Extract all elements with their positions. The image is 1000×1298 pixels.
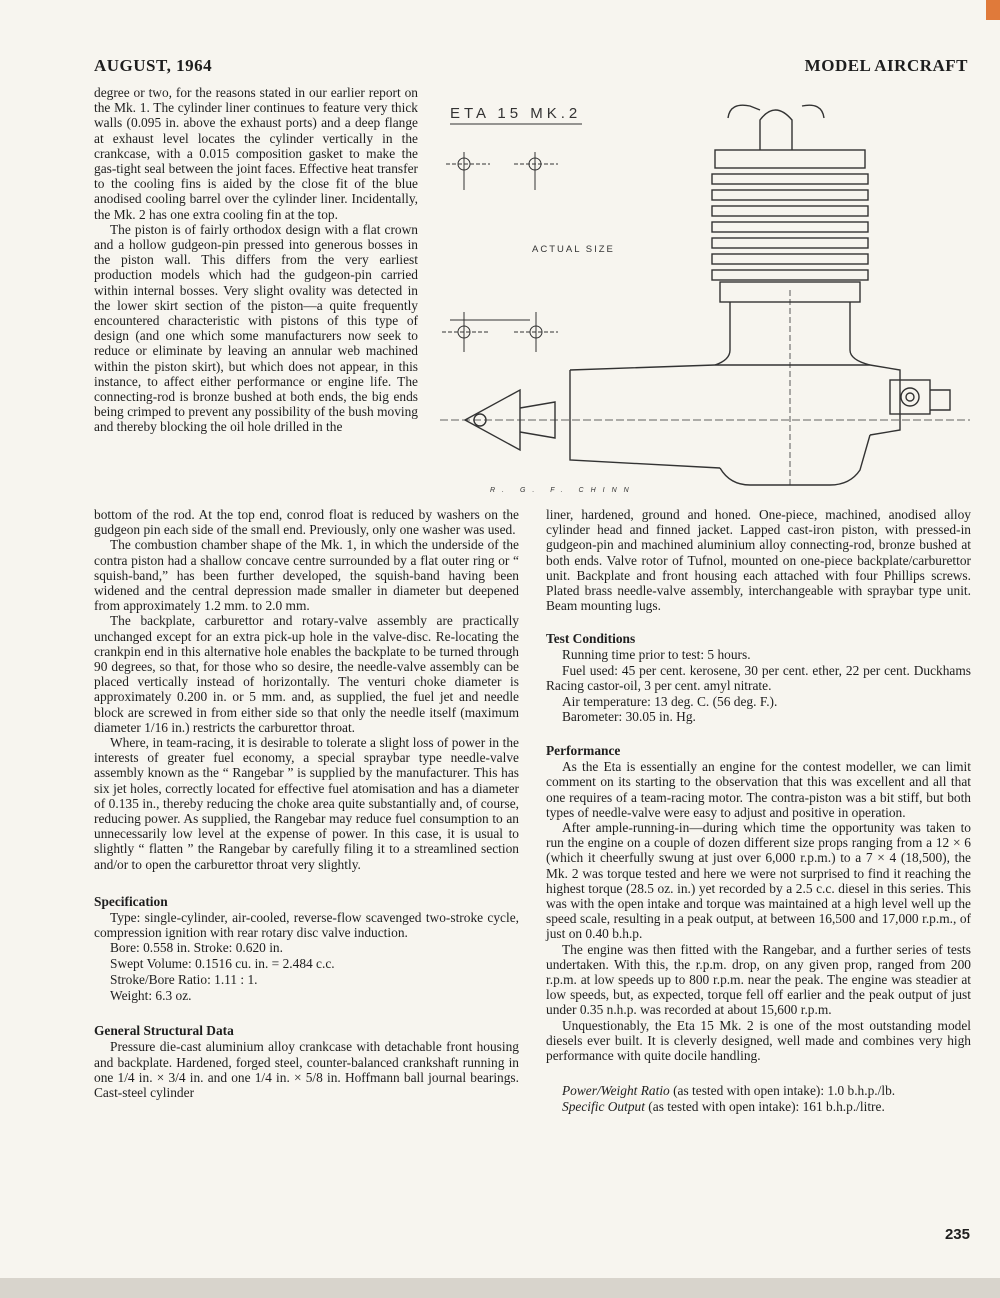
spec-weight: Weight: 6.3 oz.	[110, 987, 192, 1003]
test-conditions-heading: Test Conditions	[546, 631, 636, 647]
left-column-top	[94, 85, 418, 435]
performance-paragraph: After ample-running-in—during which time the opportunity was taken to run the engine on a couple of dozen different size props ranging from a 12 × 6 (which it cheerfully swung at just over 6,000 r.p.m.) to a 7 × 4 (18,500), the Mk. 2 was torque tested and here we were not surprised to find it reaching the highest torque (28.5 oz. in.) yet recorded by a 2.5 c.c. diesel in this series. This was with the open intake and torque was maintained at a high level well up the speed scale, resulting in a peak output, at between 16,500 and 17,000 r.p.m., of just on 0.40 b.h.p.	[546, 820, 971, 942]
spec-type: Type: single-cylinder, air-cooled, reverse-flow scavenged two-stroke cycle, compression ignition with rear rotary disc valve induction.	[94, 909, 519, 941]
issue-date: AUGUST, 1964	[94, 56, 213, 75]
scan-bottom-edge	[0, 1278, 1000, 1298]
right-column	[546, 507, 971, 1115]
performance-paragraph: As the Eta is essentially an engine for the contest modeller, we can limit comment on its starting to the observation that this was excellent and all that one requires of a team-racing motor. The contra-piston was a bit stiff, but both types of needle-valve were easy to adjust and positive in operation.	[546, 759, 971, 820]
drawing-credit: R. G. F. CHINN	[490, 487, 636, 494]
structural-heading: General Structural Data	[94, 1023, 234, 1039]
power-weight-label: Power/Weight Ratio	[562, 1083, 670, 1099]
paragraph-liner: degree or two, for the reasons stated in our earlier report on the Mk. 1. The cylinder liner continues to feature very thick walls (0.095 in. above the exhaust ports) and a deep flange at exhaust level locates the cylinder vertically in the crankcase, with a 0.015 composition gasket to make the gas-tight seal between the joint faces. Effective heat transfer to the cooling fins is aided by the close fit of the blue anodised cooling barrel over the cylinder liner. Incidentally, the Mk. 2 has one extra cooling fin at the top.	[94, 85, 418, 222]
performance-paragraph: Unquestionably, the Eta 15 Mk. 2 is one of the most outstanding model diesels ever built. It is cleverly designed, well made and combines very high performance with quite docile handling.	[546, 1017, 971, 1064]
spec-bore-stroke: Bore: 0.558 in. Stroke: 0.620 in.	[110, 940, 283, 956]
structural-text-right: liner, hardened, ground and honed. One-piece, machined, anodised alloy cylinder head and finned jacket. Lapped cast-iron piston, with pressed-in gudgeon-pin and machined aluminium alloy connecting-rod, bronze bushed at both ends. Valve rotor of Tufnol, mounted on one-piece backplate/carburettor unit. Backplate and front housing each attached with four Phillips screws. Plated brass needle-valve assembly, interchangeable with spraybar type unit. Beam mounting lugs.	[546, 507, 971, 614]
test-air-temperature: Air temperature: 13 deg. C. (56 deg. F.).	[562, 693, 778, 709]
paragraph-piston: The piston is of fairly orthodox design with a flat crown and a hollow gudgeon-pin pressed into generous bosses in the piston wall. This differs from the very earliest production models which had the gudgeon-pin carried within internal bosses. Very slight ovality was detected in the lower skirt section of the piston—a quite frequently encountered characteristic with pistons of this type of design (and one which some manufacturers now seek to reduce or eliminate by leaving an annular web machined within the piston skirt), but which does not appear, in this instance, to affect either performance or engine life. The connecting-rod is bronze bushed at both ends, the big ends being crimped to prevent any possibility of the bush moving and thereby blocking the oil hole drilled in the	[94, 221, 418, 435]
magazine-title: MODEL AIRCRAFT	[804, 56, 968, 75]
test-barometer: Barometer: 30.05 in. Hg.	[562, 709, 696, 725]
paragraph-backplate: The backplate, carburettor and rotary-valve assembly are practically unchanged except for an extra pick-up hole in the valve-disc. Re-locating the crankpin end in this alternative hole enables the backplate to be turned through 90 degrees, so that, for those who so desire, the needle-valve assembly can be placed vertically instead of horizontally. The venturi choke diameter is approximately 0.200 in. or 5 mm. and, as supplied, the fuel jet and needle block are screwed in from either side so that only the needle itself (maximum diameter 1/16 in.) restricts the carburettor throat.	[94, 613, 519, 735]
test-fuel: Fuel used: 45 per cent. kerosene, 30 per cent. ether, 22 per cent. Duckhams Racing castor-oil, 3 per cent. amyl nitrate.	[546, 663, 971, 694]
performance-heading: Performance	[546, 743, 621, 759]
power-weight-ratio	[562, 1083, 971, 1099]
specific-output-value: (as tested with open intake): 161 b.h.p./litre.	[644, 1099, 885, 1115]
specific-output-label: Specific Output	[562, 1099, 645, 1115]
specification-heading: Specification	[94, 893, 168, 909]
paragraph-combustion: The combustion chamber shape of the Mk. 1, in which the underside of the contra piston had a shallow concave centre surrounded by a flat outer ring or “ squish-band,” has been further developed, the squish-band having been widened and the central depression made smaller in diameter but deepened from approximately 1.2 mm. to 2.0 mm.	[94, 537, 519, 614]
structural-text-left: Pressure die-cast aluminium alloy crankcase with detachable front housing and backplate. Hardened, forged steel, counter-balanced crankshaft running in one 1/4 in. × 3/4 in. and one 1/4 in. × 5/8 in. Hoffmann ball journal bearings. Cast-steel cylinder	[94, 1039, 519, 1101]
drawing-title: ETA 15 MK.2	[450, 105, 582, 122]
performance-paragraph: The engine was then fitted with the Rangebar, and a further series of tests undertaken. With this, the r.p.m. drop, on any given prop, ranged from 200 r.p.m. at low speeds up to 800 r.p.m. near the peak. The engine was steadier at low speeds, but, as expected, torque fell off earlier and the peak output of just under 0.35 n.h.p. was recorded at about 15,600 r.p.m.	[546, 941, 971, 1018]
engine-outline	[440, 105, 970, 485]
left-column	[94, 507, 519, 1100]
paragraph-rangebar: Where, in team-racing, it is desirable to tolerate a slight loss of power in the interests of greater fuel economy, a special spraybar type needle-valve assembly known as the “ Rangebar ” is supplied by the manufacturer. This has six jet holes, correctly located for effective fuel atomisation and has a diameter of 0.135 in., thereby reducing the choke area quite substantially and, of course, reducing power. As supplied, the Rangebar may reduce fuel consumption to an unnecessarily low level at the expense of power. In this case, it is usual to slightly “ flatten ” the Rangebar by carefully filing it to a streamlined section and/or to open the carburettor throat very slightly.	[94, 735, 519, 872]
spec-swept-volume: Swept Volume: 0.1516 cu. in. = 2.484 c.c.	[110, 956, 335, 972]
engine-drawing	[430, 90, 990, 505]
spec-ratio: Stroke/Bore Ratio: 1.11 : 1.	[110, 971, 258, 987]
page-number: 235	[944, 1226, 970, 1243]
paragraph-conrod: bottom of the rod. At the top end, conrod float is reduced by washers on the gudgeon pin each side of the small end. Previously, only one washer was used.	[94, 507, 519, 538]
page-corner-tab	[986, 0, 1000, 20]
power-weight-value: (as tested with open intake): 1.0 b.h.p./lb.	[669, 1083, 896, 1099]
drawing-subtitle: ACTUAL SIZE	[532, 244, 615, 255]
specific-output	[562, 1099, 971, 1115]
test-running-time: Running time prior to test: 5 hours.	[562, 647, 751, 663]
